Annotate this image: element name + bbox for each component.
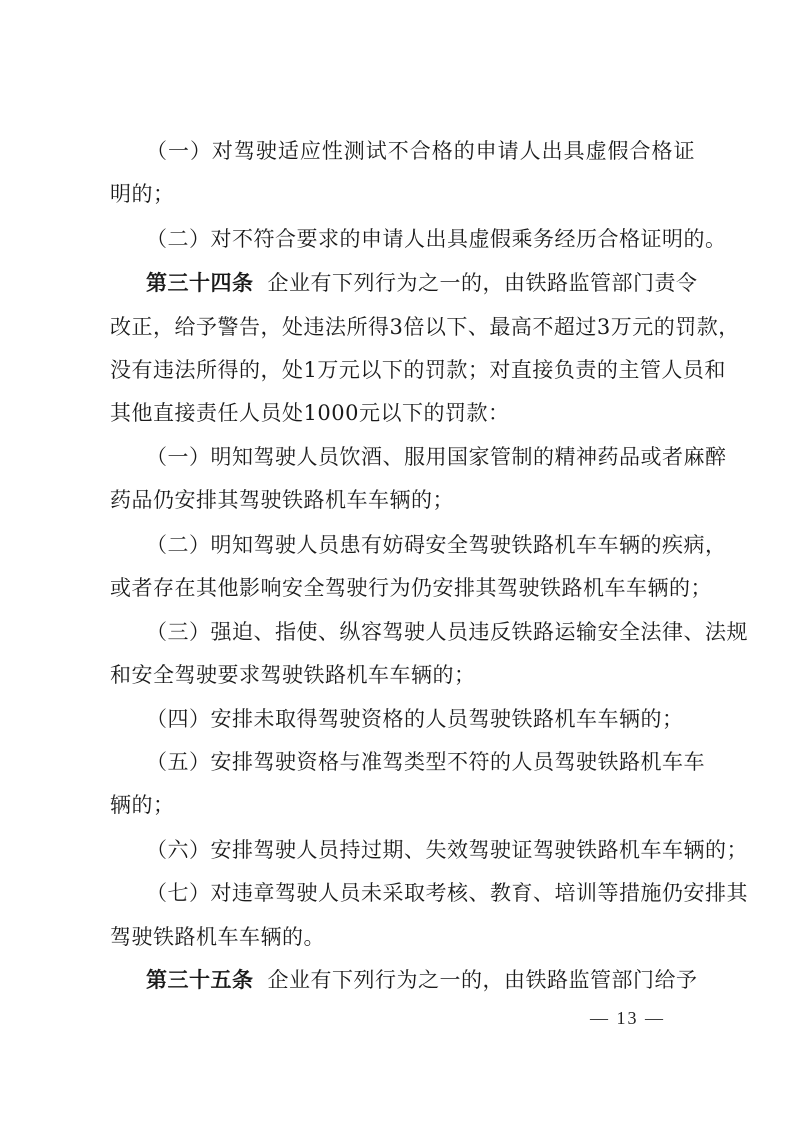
text-line: （三）强迫、指使、纵容驾驶人员违反铁路运输安全法律、法规 [146,620,748,644]
page-number: — 13 — [590,1008,665,1028]
text-line: 辆的； [110,793,175,817]
text-line: （六）安排驾驶人员持过期、失效驾驶证驾驶铁路机车车辆的； [146,838,748,862]
text-line: （一）明知驾驶人员饮酒、服用国家管制的精神药品或者麻醉 [146,445,727,469]
text-line: （二）明知驾驶人员患有妨碍安全驾驶铁路机车车辆的疾病， [146,533,727,557]
text-line: （二）对不符合要求的申请人出具虚假乘务经历合格证明的。 [146,227,727,251]
text-line: 企业有下列行为之一的，由铁路监管部门给予 [267,968,698,992]
article-34-first-line [146,269,698,297]
article-35-first-line [146,966,698,994]
text-line: 改正，给予警告，处违法所得3倍以下、最高不超过3万元的罚款， [110,315,740,339]
text-line: （四）安排未取得驾驶资格的人员驾驶铁路机车车辆的； [146,707,684,731]
article-heading: 第三十四条 [146,270,254,295]
text-line: 和安全驾驶要求驾驶铁路机车车辆的； [110,663,476,687]
text-line: 其他直接责任人员处1000元以下的罚款： [110,401,510,425]
text-line: （一）对驾驶适应性测试不合格的申请人出具虚假合格证 [146,139,695,163]
text-line: 没有违法所得的，处1万元以下的罚款；对直接负责的主管人员和 [110,358,726,382]
text-line: （五）安排驾驶资格与准驾类型不符的人员驾驶铁路机车车 [146,750,705,774]
text-line: （七）对违章驾驶人员未采取考核、教育、培训等措施仍安排其 [146,881,748,905]
text-line: 驾驶铁路机车车辆的。 [110,925,325,949]
text-line: 企业有下列行为之一的，由铁路监管部门责令 [267,271,698,295]
text-line: 明的； [110,182,175,206]
text-line: 药品仍安排其驾驶铁路机车车辆的； [110,488,454,512]
article-heading: 第三十五条 [146,967,254,992]
text-line: 或者存在其他影响安全驾驶行为仍安排其驾驶铁路机车车辆的； [110,576,712,600]
